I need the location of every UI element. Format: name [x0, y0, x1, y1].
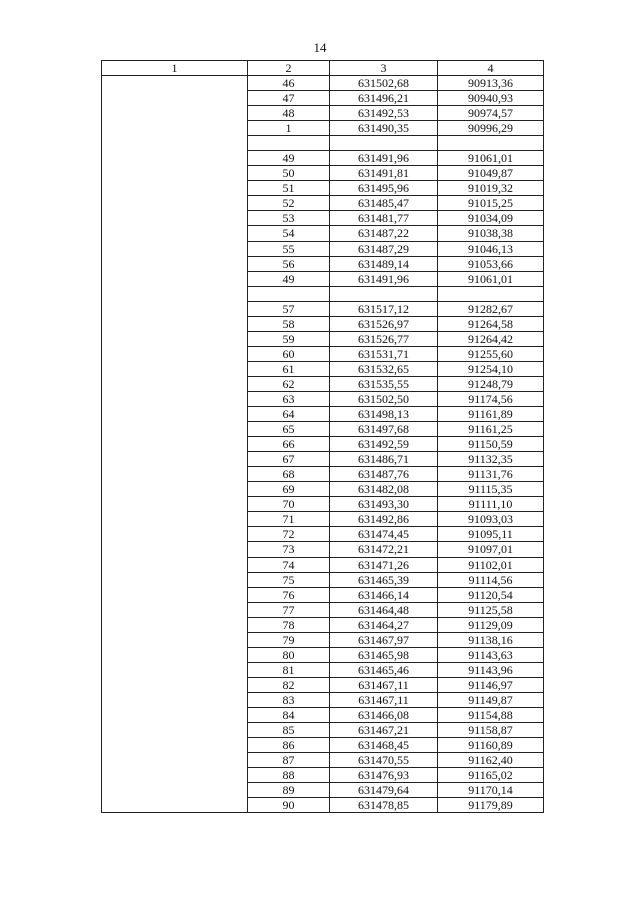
- x-coordinate-cell: 631526,97: [330, 316, 438, 331]
- point-number-cell: 50: [248, 166, 330, 181]
- y-coordinate-cell: 91165,02: [438, 768, 544, 783]
- point-number-cell: 85: [248, 723, 330, 738]
- point-number-cell: 84: [248, 707, 330, 722]
- x-coordinate-cell: 631493,30: [330, 497, 438, 512]
- x-coordinate-cell: 631532,65: [330, 361, 438, 376]
- header-col-1: 1: [102, 61, 248, 76]
- y-coordinate-cell: 91170,14: [438, 783, 544, 798]
- point-number-cell: 80: [248, 647, 330, 662]
- y-coordinate-cell: 91093,03: [438, 512, 544, 527]
- x-coordinate-cell: 631491,96: [330, 151, 438, 166]
- y-coordinate-cell: 91034,09: [438, 211, 544, 226]
- y-coordinate-cell: 91061,01: [438, 151, 544, 166]
- point-number-cell: 86: [248, 738, 330, 753]
- y-coordinate-cell: 91097,01: [438, 542, 544, 557]
- x-coordinate-cell: 631465,98: [330, 647, 438, 662]
- point-number-cell: 1: [248, 121, 330, 136]
- x-coordinate-cell: 631502,68: [330, 76, 438, 91]
- header-col-3: 3: [330, 61, 438, 76]
- y-coordinate-cell: 91115,35: [438, 482, 544, 497]
- x-coordinate-cell: 631468,45: [330, 738, 438, 753]
- y-coordinate-cell: 91038,38: [438, 226, 544, 241]
- point-number-cell: 88: [248, 768, 330, 783]
- point-number-cell: 81: [248, 662, 330, 677]
- x-coordinate-cell: 631490,35: [330, 121, 438, 136]
- point-number-cell: 62: [248, 376, 330, 391]
- point-number-cell: 71: [248, 512, 330, 527]
- y-coordinate-cell: 91102,01: [438, 557, 544, 572]
- y-coordinate-cell: 91046,13: [438, 241, 544, 256]
- header-col-2: 2: [248, 61, 330, 76]
- x-coordinate-cell: 631466,14: [330, 587, 438, 602]
- point-number-cell: 56: [248, 256, 330, 271]
- x-coordinate-cell: 631487,29: [330, 241, 438, 256]
- x-coordinate-cell: 631487,22: [330, 226, 438, 241]
- point-number-cell: 64: [248, 407, 330, 422]
- point-number-cell: 53: [248, 211, 330, 226]
- x-coordinate-cell: 631526,77: [330, 331, 438, 346]
- x-coordinate-cell: 631471,26: [330, 557, 438, 572]
- table-row: [102, 76, 544, 91]
- y-coordinate-cell: 91125,58: [438, 602, 544, 617]
- y-coordinate-cell: 91264,58: [438, 316, 544, 331]
- y-coordinate-cell: 91138,16: [438, 632, 544, 647]
- y-coordinate-cell: 91061,01: [438, 271, 544, 286]
- y-coordinate-cell: 91161,89: [438, 407, 544, 422]
- point-number-cell: 49: [248, 271, 330, 286]
- x-coordinate-cell: 631492,59: [330, 437, 438, 452]
- y-coordinate-cell: 90940,93: [438, 91, 544, 106]
- y-coordinate-cell: 91015,25: [438, 196, 544, 211]
- point-number-cell: 70: [248, 497, 330, 512]
- x-coordinate-cell: 631502,50: [330, 391, 438, 406]
- y-coordinate-cell: 91162,40: [438, 753, 544, 768]
- x-coordinate-cell: 631467,11: [330, 677, 438, 692]
- x-coordinate-cell: 631487,76: [330, 467, 438, 482]
- y-coordinate-cell: 91095,11: [438, 527, 544, 542]
- point-number-cell: 82: [248, 677, 330, 692]
- y-coordinate-cell: 91132,35: [438, 452, 544, 467]
- point-number-cell: 57: [248, 301, 330, 316]
- y-coordinate-cell: 91049,87: [438, 166, 544, 181]
- y-coordinate-cell: [438, 136, 544, 151]
- x-coordinate-cell: 631464,27: [330, 617, 438, 632]
- coordinates-table: [101, 60, 544, 813]
- x-coordinate-cell: 631467,97: [330, 632, 438, 647]
- point-number-cell: 59: [248, 331, 330, 346]
- y-coordinate-cell: 91143,63: [438, 647, 544, 662]
- point-number-cell: 65: [248, 422, 330, 437]
- point-number-cell: 67: [248, 452, 330, 467]
- y-coordinate-cell: 91131,76: [438, 467, 544, 482]
- x-coordinate-cell: 631492,53: [330, 106, 438, 121]
- table-body: [102, 76, 544, 813]
- x-coordinate-cell: 631479,64: [330, 783, 438, 798]
- header-row: [102, 61, 544, 76]
- y-coordinate-cell: 90974,57: [438, 106, 544, 121]
- x-coordinate-cell: 631535,55: [330, 376, 438, 391]
- point-number-cell: 49: [248, 151, 330, 166]
- y-coordinate-cell: 91143,96: [438, 662, 544, 677]
- x-coordinate-cell: 631491,96: [330, 271, 438, 286]
- point-number-cell: 61: [248, 361, 330, 376]
- x-coordinate-cell: 631467,11: [330, 692, 438, 707]
- y-coordinate-cell: 91129,09: [438, 617, 544, 632]
- x-coordinate-cell: 631481,77: [330, 211, 438, 226]
- y-coordinate-cell: 91158,87: [438, 723, 544, 738]
- y-coordinate-cell: 91146,97: [438, 677, 544, 692]
- x-coordinate-cell: 631497,68: [330, 422, 438, 437]
- point-number-cell: 52: [248, 196, 330, 211]
- x-coordinate-cell: 631464,48: [330, 602, 438, 617]
- x-coordinate-cell: 631465,39: [330, 572, 438, 587]
- point-number-cell: 66: [248, 437, 330, 452]
- x-coordinate-cell: 631476,93: [330, 768, 438, 783]
- y-coordinate-cell: 91019,32: [438, 181, 544, 196]
- y-coordinate-cell: 91111,10: [438, 497, 544, 512]
- x-coordinate-cell: 631491,81: [330, 166, 438, 181]
- y-coordinate-cell: 91160,89: [438, 738, 544, 753]
- x-coordinate-cell: 631467,21: [330, 723, 438, 738]
- x-coordinate-cell: 631517,12: [330, 301, 438, 316]
- point-number-cell: [248, 136, 330, 151]
- y-coordinate-cell: 91161,25: [438, 422, 544, 437]
- point-number-cell: 78: [248, 617, 330, 632]
- y-coordinate-cell: 91053,66: [438, 256, 544, 271]
- y-coordinate-cell: 91255,60: [438, 346, 544, 361]
- column-1-merged-cell: [102, 76, 248, 813]
- y-coordinate-cell: 91120,54: [438, 587, 544, 602]
- x-coordinate-cell: 631485,47: [330, 196, 438, 211]
- x-coordinate-cell: 631466,08: [330, 707, 438, 722]
- x-coordinate-cell: 631470,55: [330, 753, 438, 768]
- y-coordinate-cell: [438, 286, 544, 301]
- x-coordinate-cell: 631474,45: [330, 527, 438, 542]
- point-number-cell: 89: [248, 783, 330, 798]
- x-coordinate-cell: 631472,21: [330, 542, 438, 557]
- x-coordinate-cell: 631478,85: [330, 798, 438, 813]
- point-number-cell: 72: [248, 527, 330, 542]
- x-coordinate-cell: [330, 136, 438, 151]
- point-number-cell: 54: [248, 226, 330, 241]
- point-number-cell: 69: [248, 482, 330, 497]
- point-number-cell: 48: [248, 106, 330, 121]
- point-number-cell: 75: [248, 572, 330, 587]
- y-coordinate-cell: 91150,59: [438, 437, 544, 452]
- y-coordinate-cell: 91254,10: [438, 361, 544, 376]
- y-coordinate-cell: 91264,42: [438, 331, 544, 346]
- point-number-cell: 76: [248, 587, 330, 602]
- point-number-cell: 47: [248, 91, 330, 106]
- x-coordinate-cell: 631495,96: [330, 181, 438, 196]
- y-coordinate-cell: 91248,79: [438, 376, 544, 391]
- point-number-cell: 46: [248, 76, 330, 91]
- x-coordinate-cell: 631482,08: [330, 482, 438, 497]
- y-coordinate-cell: 91179,89: [438, 798, 544, 813]
- point-number-cell: 68: [248, 467, 330, 482]
- point-number-cell: 90: [248, 798, 330, 813]
- header-col-4: 4: [438, 61, 544, 76]
- point-number-cell: 77: [248, 602, 330, 617]
- point-number-cell: 51: [248, 181, 330, 196]
- point-number-cell: 60: [248, 346, 330, 361]
- x-coordinate-cell: 631489,14: [330, 256, 438, 271]
- x-coordinate-cell: 631498,13: [330, 407, 438, 422]
- x-coordinate-cell: 631496,21: [330, 91, 438, 106]
- page-number: 14: [313, 40, 327, 55]
- x-coordinate-cell: 631531,71: [330, 346, 438, 361]
- point-number-cell: 83: [248, 692, 330, 707]
- point-number-cell: 79: [248, 632, 330, 647]
- x-coordinate-cell: 631492,86: [330, 512, 438, 527]
- point-number-cell: [248, 286, 330, 301]
- y-coordinate-cell: 90913,36: [438, 76, 544, 91]
- y-coordinate-cell: 90996,29: [438, 121, 544, 136]
- point-number-cell: 87: [248, 753, 330, 768]
- y-coordinate-cell: 91149,87: [438, 692, 544, 707]
- x-coordinate-cell: 631465,46: [330, 662, 438, 677]
- point-number-cell: 74: [248, 557, 330, 572]
- y-coordinate-cell: 91174,56: [438, 391, 544, 406]
- point-number-cell: 73: [248, 542, 330, 557]
- point-number-cell: 55: [248, 241, 330, 256]
- y-coordinate-cell: 91114,56: [438, 572, 544, 587]
- point-number-cell: 63: [248, 391, 330, 406]
- point-number-cell: 58: [248, 316, 330, 331]
- y-coordinate-cell: 91282,67: [438, 301, 544, 316]
- y-coordinate-cell: 91154,88: [438, 707, 544, 722]
- x-coordinate-cell: [330, 286, 438, 301]
- x-coordinate-cell: 631486,71: [330, 452, 438, 467]
